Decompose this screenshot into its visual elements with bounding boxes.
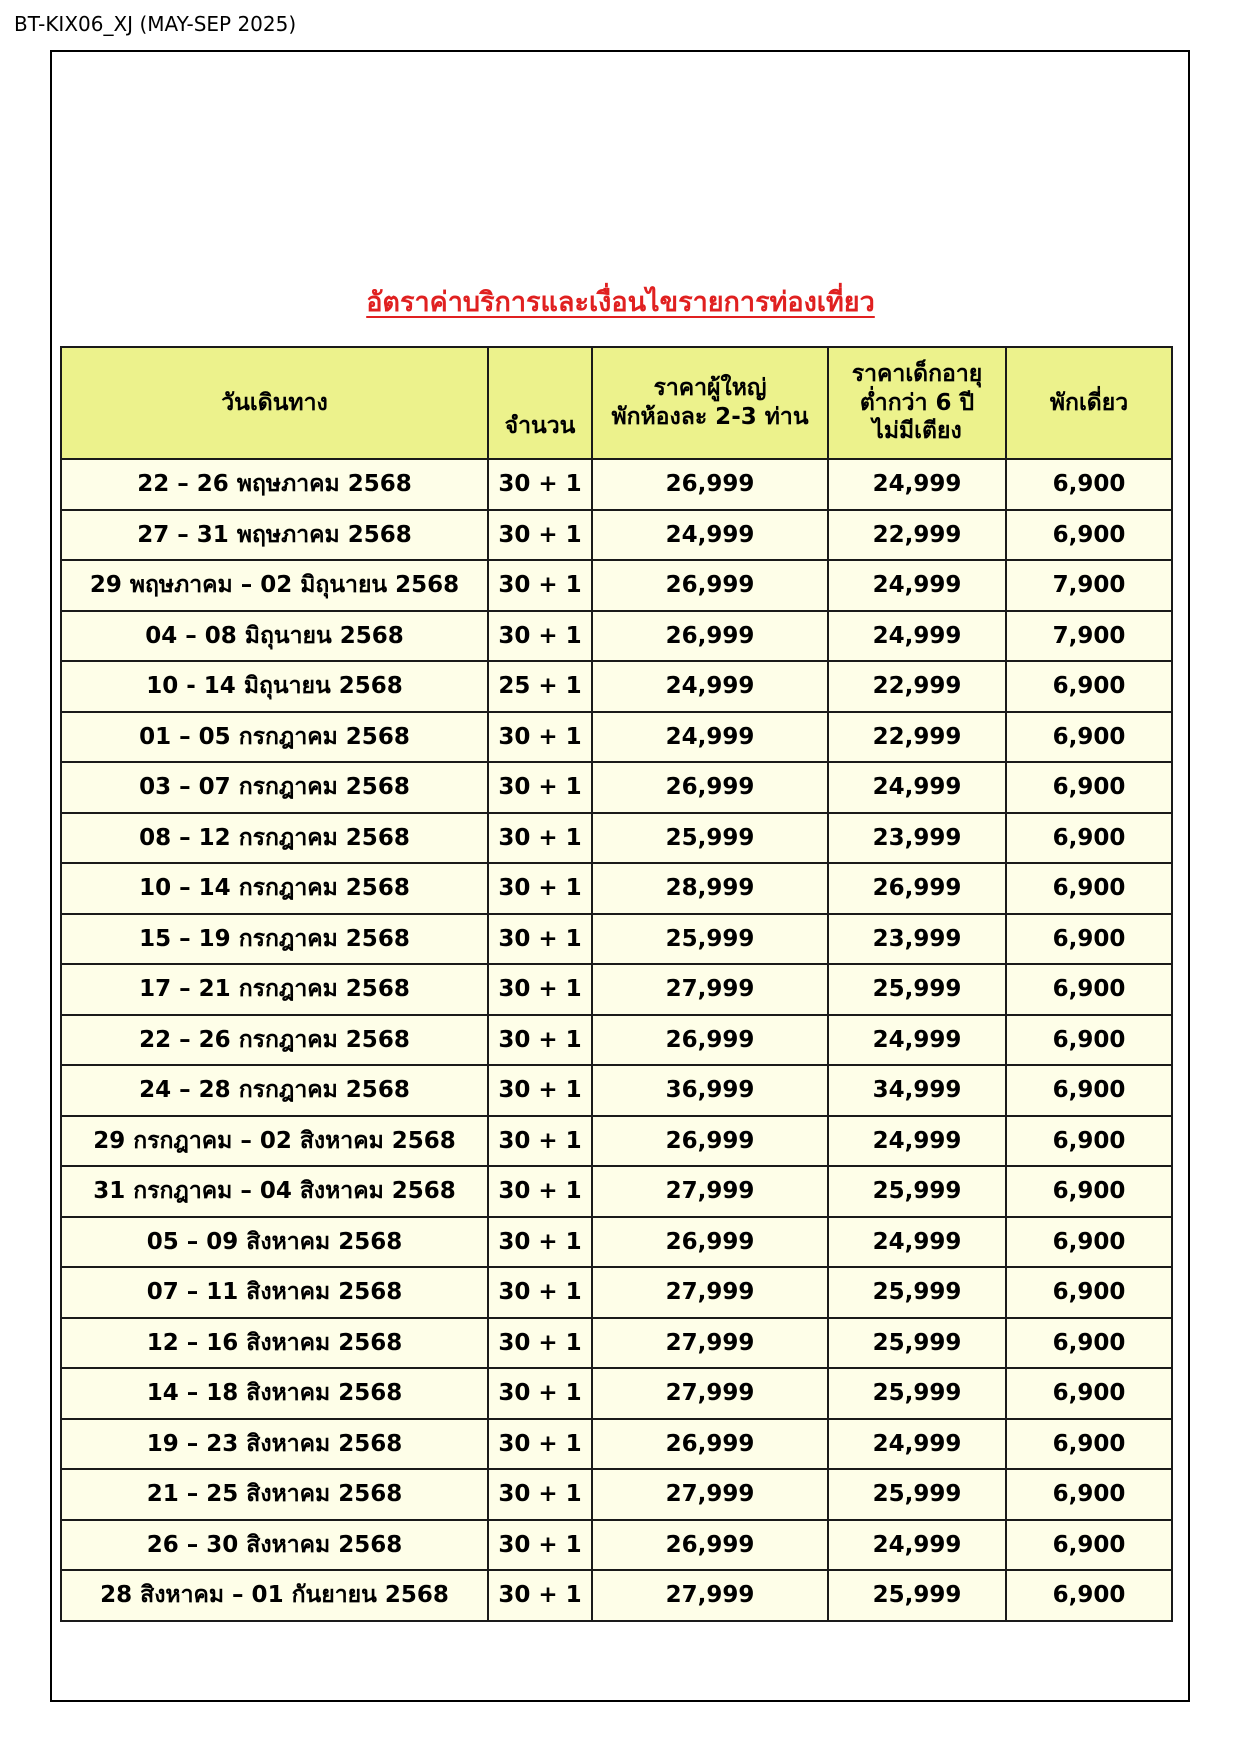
table-row <box>61 1570 1172 1621</box>
quantity-cell: 30 + 1 <box>488 1419 592 1470</box>
child-price-cell: 24,999 <box>828 1015 1006 1066</box>
table-row <box>61 1267 1172 1318</box>
table-row <box>61 1368 1172 1419</box>
date-cell: 26 – 30 สิงหาคม 2568 <box>61 1520 488 1571</box>
table-row <box>61 914 1172 965</box>
adult-price-cell: 26,999 <box>592 1015 828 1066</box>
date-cell: 12 – 16 สิงหาคม 2568 <box>61 1318 488 1369</box>
single-supplement-cell: 6,900 <box>1006 459 1172 510</box>
adult-price-cell: 27,999 <box>592 964 828 1015</box>
table-row <box>61 762 1172 813</box>
adult-price-cell: 26,999 <box>592 1520 828 1571</box>
adult-price-cell: 27,999 <box>592 1267 828 1318</box>
quantity-cell: 30 + 1 <box>488 1015 592 1066</box>
quantity-cell: 30 + 1 <box>488 964 592 1015</box>
date-cell: 17 – 21 กรกฎาคม 2568 <box>61 964 488 1015</box>
single-supplement-cell: 6,900 <box>1006 712 1172 763</box>
child-price-cell: 25,999 <box>828 1166 1006 1217</box>
table-row <box>61 1065 1172 1116</box>
table-row <box>61 712 1172 763</box>
quantity-cell: 30 + 1 <box>488 863 592 914</box>
date-cell: 27 – 31 พฤษภาคม 2568 <box>61 510 488 561</box>
single-supplement-cell: 6,900 <box>1006 1116 1172 1167</box>
adult-price-cell: 25,999 <box>592 914 828 965</box>
date-cell: 29 กรกฎาคม – 02 สิงหาคม 2568 <box>61 1116 488 1167</box>
single-supplement-cell: 6,900 <box>1006 813 1172 864</box>
single-supplement-cell: 6,900 <box>1006 1520 1172 1571</box>
table-row <box>61 459 1172 510</box>
child-price-cell: 24,999 <box>828 1520 1006 1571</box>
quantity-cell: 30 + 1 <box>488 1217 592 1268</box>
adult-price-cell: 36,999 <box>592 1065 828 1116</box>
adult-price-cell: 27,999 <box>592 1570 828 1621</box>
quantity-cell: 30 + 1 <box>488 1570 592 1621</box>
quantity-cell: 30 + 1 <box>488 813 592 864</box>
quantity-cell: 30 + 1 <box>488 1166 592 1217</box>
date-cell: 14 – 18 สิงหาคม 2568 <box>61 1368 488 1419</box>
quantity-cell: 30 + 1 <box>488 459 592 510</box>
table-row <box>61 510 1172 561</box>
table-row <box>61 1166 1172 1217</box>
single-supplement-cell: 6,900 <box>1006 964 1172 1015</box>
adult-price-cell: 26,999 <box>592 1116 828 1167</box>
child-price-cell: 22,999 <box>828 712 1006 763</box>
date-cell: 04 – 08 มิถุนายน 2568 <box>61 611 488 662</box>
quantity-cell: 30 + 1 <box>488 1368 592 1419</box>
child-price-cell: 25,999 <box>828 1469 1006 1520</box>
adult-price-cell: 26,999 <box>592 611 828 662</box>
quantity-cell: 30 + 1 <box>488 762 592 813</box>
adult-price-cell: 26,999 <box>592 762 828 813</box>
table-row <box>61 863 1172 914</box>
quantity-cell: 30 + 1 <box>488 1469 592 1520</box>
single-supplement-cell: 6,900 <box>1006 510 1172 561</box>
child-price-cell: 24,999 <box>828 1419 1006 1470</box>
child-price-cell: 26,999 <box>828 863 1006 914</box>
single-supplement-cell: 6,900 <box>1006 661 1172 712</box>
table-row <box>61 661 1172 712</box>
single-supplement-cell: 6,900 <box>1006 914 1172 965</box>
single-supplement-cell: 6,900 <box>1006 1419 1172 1470</box>
header-single-supplement: พักเดี่ยว <box>1006 347 1172 459</box>
table-row <box>61 813 1172 864</box>
price-table <box>60 346 1173 1622</box>
quantity-cell: 30 + 1 <box>488 560 592 611</box>
single-supplement-cell: 6,900 <box>1006 1015 1172 1066</box>
adult-price-cell: 27,999 <box>592 1318 828 1369</box>
child-price-cell: 34,999 <box>828 1065 1006 1116</box>
child-price-cell: 23,999 <box>828 813 1006 864</box>
table-row <box>61 1318 1172 1369</box>
adult-price-cell: 24,999 <box>592 712 828 763</box>
table-row <box>61 964 1172 1015</box>
date-cell: 03 – 07 กรกฎาคม 2568 <box>61 762 488 813</box>
quantity-cell: 30 + 1 <box>488 1520 592 1571</box>
date-cell: 10 - 14 มิถุนายน 2568 <box>61 661 488 712</box>
adult-price-cell: 28,999 <box>592 863 828 914</box>
table-row <box>61 1217 1172 1268</box>
child-price-cell: 24,999 <box>828 1116 1006 1167</box>
table-row <box>61 1520 1172 1571</box>
date-cell: 05 – 09 สิงหาคม 2568 <box>61 1217 488 1268</box>
document-code: BT-KIX06_XJ (MAY-SEP 2025) <box>14 12 297 36</box>
single-supplement-cell: 6,900 <box>1006 863 1172 914</box>
child-price-cell: 23,999 <box>828 914 1006 965</box>
header-child-price: ราคาเด็กอายุ ต่ำกว่า 6 ปี ไม่มีเตียง <box>828 347 1006 459</box>
adult-price-cell: 26,999 <box>592 459 828 510</box>
adult-price-cell: 24,999 <box>592 510 828 561</box>
child-price-cell: 25,999 <box>828 1318 1006 1369</box>
date-cell: 29 พฤษภาคม – 02 มิถุนายน 2568 <box>61 560 488 611</box>
adult-price-cell: 27,999 <box>592 1166 828 1217</box>
single-supplement-cell: 6,900 <box>1006 1570 1172 1621</box>
single-supplement-cell: 7,900 <box>1006 560 1172 611</box>
single-supplement-cell: 6,900 <box>1006 1065 1172 1116</box>
header-date: วันเดินทาง <box>61 347 488 459</box>
adult-price-cell: 27,999 <box>592 1368 828 1419</box>
table-row <box>61 1469 1172 1520</box>
adult-price-cell: 26,999 <box>592 1217 828 1268</box>
single-supplement-cell: 6,900 <box>1006 1318 1172 1369</box>
quantity-cell: 30 + 1 <box>488 712 592 763</box>
date-cell: 10 – 14 กรกฎาคม 2568 <box>61 863 488 914</box>
header-quantity: จำนวน <box>488 347 592 459</box>
date-cell: 22 – 26 กรกฎาคม 2568 <box>61 1015 488 1066</box>
child-price-cell: 25,999 <box>828 1368 1006 1419</box>
header-adult-price: ราคาผู้ใหญ่ พักห้องละ 2-3 ท่าน <box>592 347 828 459</box>
child-price-cell: 24,999 <box>828 1217 1006 1268</box>
quantity-cell: 30 + 1 <box>488 1318 592 1369</box>
single-supplement-cell: 6,900 <box>1006 1368 1172 1419</box>
child-price-cell: 22,999 <box>828 661 1006 712</box>
date-cell: 08 – 12 กรกฎาคม 2568 <box>61 813 488 864</box>
child-price-cell: 24,999 <box>828 459 1006 510</box>
date-cell: 15 – 19 กรกฎาคม 2568 <box>61 914 488 965</box>
single-supplement-cell: 6,900 <box>1006 1469 1172 1520</box>
table-row <box>61 1419 1172 1470</box>
single-supplement-cell: 6,900 <box>1006 1267 1172 1318</box>
quantity-cell: 30 + 1 <box>488 914 592 965</box>
table-row <box>61 560 1172 611</box>
date-cell: 22 – 26 พฤษภาคม 2568 <box>61 459 488 510</box>
table-row <box>61 1015 1172 1066</box>
date-cell: 07 – 11 สิงหาคม 2568 <box>61 1267 488 1318</box>
single-supplement-cell: 6,900 <box>1006 762 1172 813</box>
date-cell: 01 – 05 กรกฎาคม 2568 <box>61 712 488 763</box>
date-cell: 31 กรกฎาคม – 04 สิงหาคม 2568 <box>61 1166 488 1217</box>
date-cell: 24 – 28 กรกฎาคม 2568 <box>61 1065 488 1116</box>
date-cell: 28 สิงหาคม – 01 กันยายน 2568 <box>61 1570 488 1621</box>
quantity-cell: 30 + 1 <box>488 1116 592 1167</box>
adult-price-cell: 25,999 <box>592 813 828 864</box>
table-row <box>61 1116 1172 1167</box>
quantity-cell: 30 + 1 <box>488 1267 592 1318</box>
quantity-cell: 30 + 1 <box>488 1065 592 1116</box>
child-price-cell: 24,999 <box>828 611 1006 662</box>
adult-price-cell: 27,999 <box>592 1469 828 1520</box>
quantity-cell: 30 + 1 <box>488 510 592 561</box>
page-title: อัตราค่าบริการและเงื่อนไขรายการท่องเที่ยว <box>366 287 875 318</box>
child-price-cell: 22,999 <box>828 510 1006 561</box>
child-price-cell: 25,999 <box>828 964 1006 1015</box>
date-cell: 21 – 25 สิงหาคม 2568 <box>61 1469 488 1520</box>
adult-price-cell: 24,999 <box>592 661 828 712</box>
single-supplement-cell: 6,900 <box>1006 1166 1172 1217</box>
single-supplement-cell: 7,900 <box>1006 611 1172 662</box>
child-price-cell: 25,999 <box>828 1570 1006 1621</box>
table-header-row <box>61 347 1172 459</box>
child-price-cell: 24,999 <box>828 560 1006 611</box>
table-row <box>61 611 1172 662</box>
child-price-cell: 25,999 <box>828 1267 1006 1318</box>
quantity-cell: 30 + 1 <box>488 611 592 662</box>
date-cell: 19 – 23 สิงหาคม 2568 <box>61 1419 488 1470</box>
quantity-cell: 25 + 1 <box>488 661 592 712</box>
single-supplement-cell: 6,900 <box>1006 1217 1172 1268</box>
child-price-cell: 24,999 <box>828 762 1006 813</box>
adult-price-cell: 26,999 <box>592 560 828 611</box>
adult-price-cell: 26,999 <box>592 1419 828 1470</box>
